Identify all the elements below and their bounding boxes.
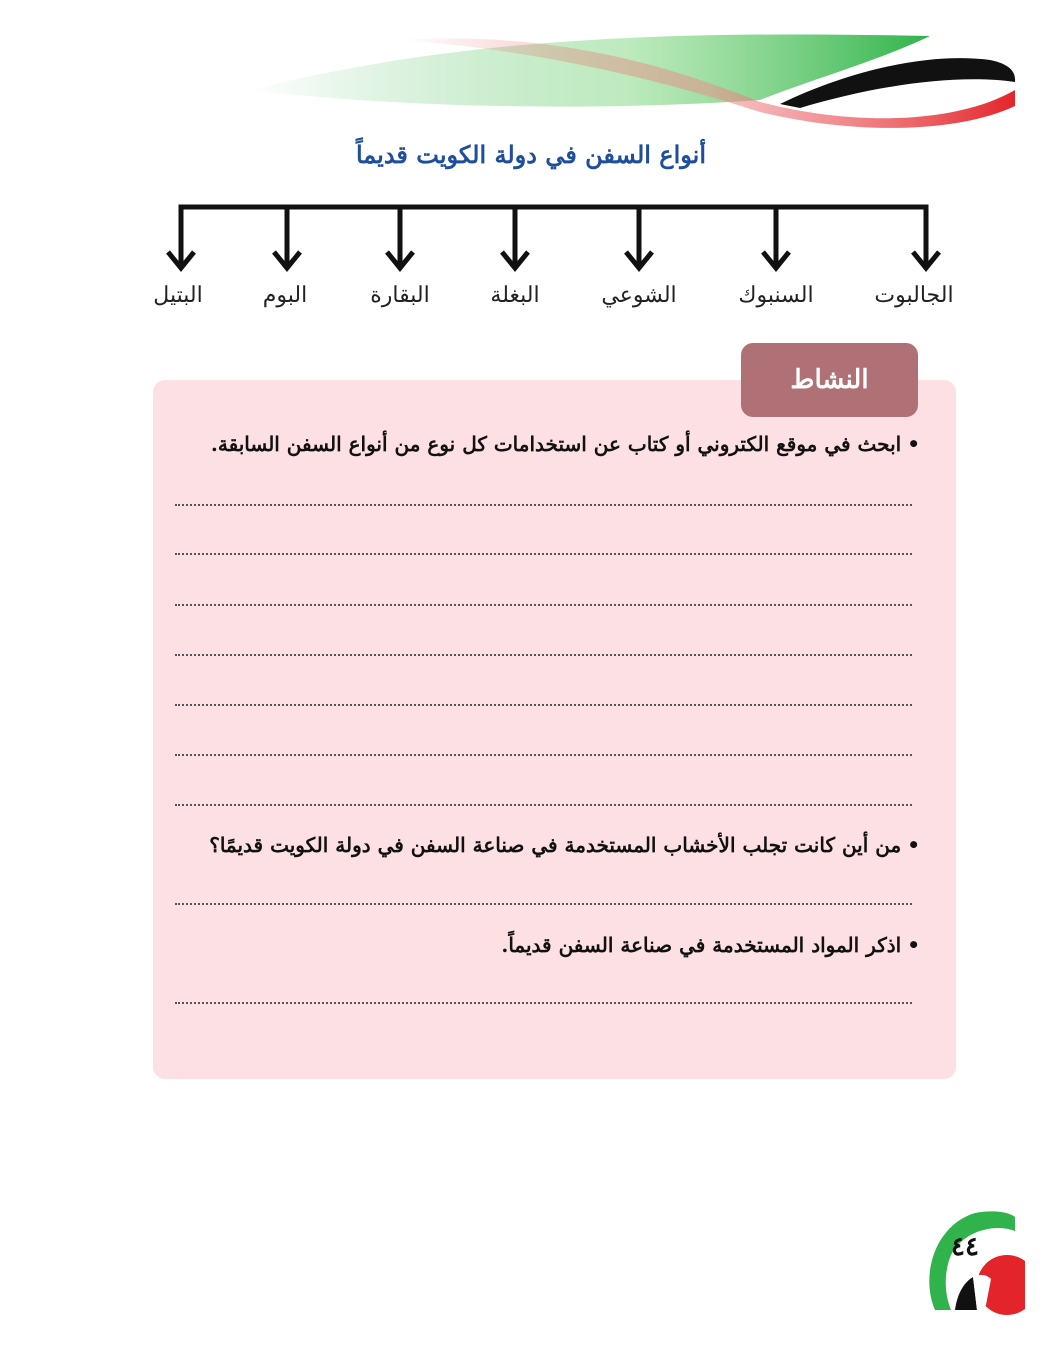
- activity-panel: [153, 380, 956, 1079]
- question-text: ابحث في موقع الكتروني أو كتاب عن استخدامات كل نوع من أنواع السفن السابقة.: [210, 432, 902, 456]
- answer-line[interactable]: [175, 903, 912, 905]
- page-number: ٤٤: [951, 1232, 979, 1262]
- activity-tab-label: النشاط: [741, 343, 918, 417]
- page-title: أنواع السفن في دولة الكويت قديماً: [355, 140, 707, 169]
- answer-line[interactable]: [175, 504, 912, 506]
- ship-types-tree-diagram: [0, 195, 1062, 285]
- answer-line[interactable]: [175, 754, 912, 756]
- question-1: [211, 432, 920, 456]
- question-text: من أين كانت تجلب الأخشاب المستخدمة في صناعة السفن في دولة الكويت قديمًا؟: [209, 833, 902, 857]
- answer-line[interactable]: [175, 553, 912, 555]
- bullet-icon: •: [907, 833, 920, 857]
- answer-line[interactable]: [175, 654, 912, 656]
- answer-line[interactable]: [175, 604, 912, 606]
- flag-ribbon-decoration: [0, 0, 1062, 140]
- question-2: [209, 833, 920, 857]
- ship-label-sambouk: السنبوك: [738, 283, 814, 308]
- answer-line[interactable]: [175, 1002, 912, 1004]
- bullet-icon: •: [907, 933, 920, 957]
- ship-label-batil: البتيل: [153, 283, 203, 308]
- ship-label-baqqara: البقارة: [370, 283, 430, 308]
- question-3: [501, 933, 920, 957]
- bullet-icon: •: [907, 432, 920, 456]
- answer-line[interactable]: [175, 804, 912, 806]
- question-text: اذكر المواد المستخدمة في صناعة السفن قديماً.: [501, 933, 902, 957]
- ship-label-baghla: البغلة: [490, 283, 540, 308]
- ship-label-shuwai: الشوعي: [601, 283, 677, 308]
- ship-label-jalbout: الجالبوت: [874, 283, 954, 308]
- answer-line[interactable]: [175, 704, 912, 706]
- ship-label-boom: البوم: [262, 283, 308, 308]
